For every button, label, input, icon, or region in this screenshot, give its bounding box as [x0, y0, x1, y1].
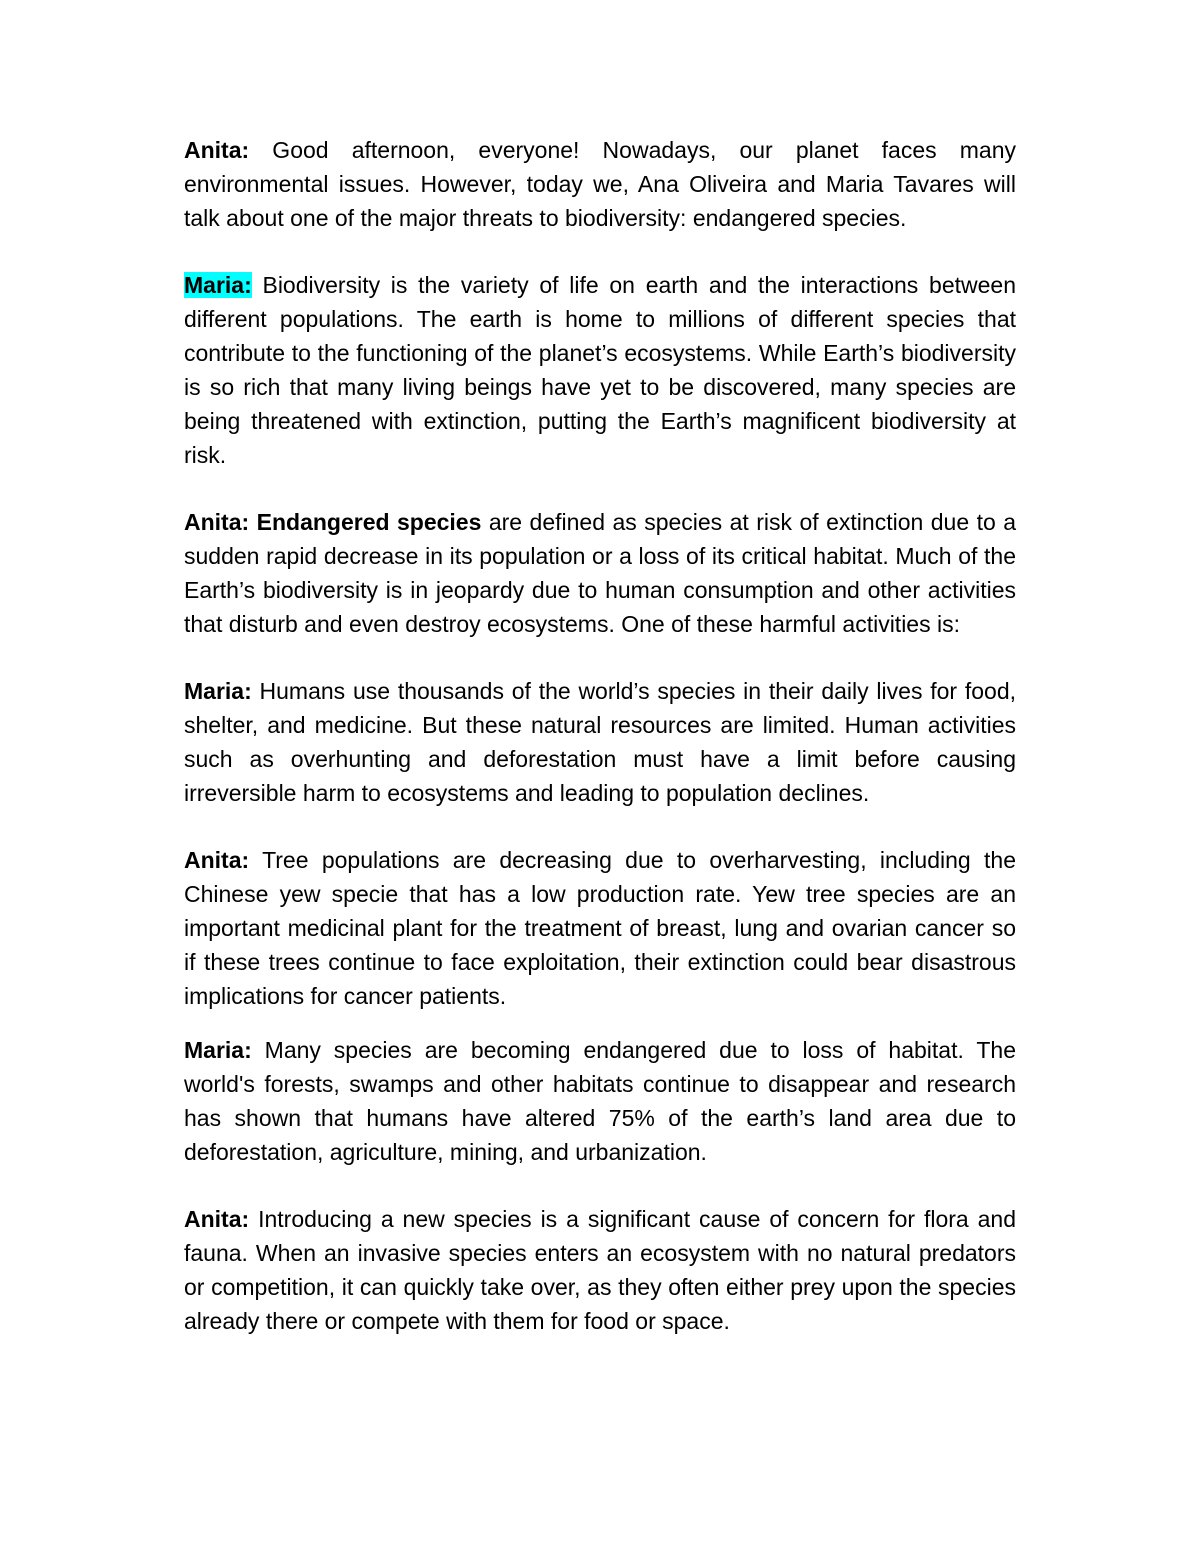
paragraph-anita-trees	[184, 843, 1016, 1013]
paragraph-maria-resources	[184, 674, 1016, 810]
document-page	[184, 133, 1016, 1371]
paragraph-text: Many species are becoming endangered due to loss of habitat. The world's forests, swamps and other habitats continue to disappear and research has shown that humans have altered 75% of the earth’s land area due to deforestation, agriculture, mining, and urbanization.	[184, 1037, 1016, 1165]
speaker-label-highlighted: Maria:	[184, 272, 252, 298]
speaker-label: Maria:	[184, 1037, 252, 1063]
paragraph-text: Introducing a new species is a significant cause of concern for flora and fauna. When an invasive species enters an ecosystem with no natural predators or competition, it can quickly take over, as they often either prey upon the species already there or compete with them for food or space.	[184, 1206, 1016, 1334]
speaker-label: Anita:	[184, 509, 250, 535]
speaker-label: Anita:	[184, 137, 250, 163]
paragraph-text: are defined as species at risk of extinction due to a sudden rapid decrease in its population or a loss of its critical habitat. Much of the Earth’s biodiversity is in jeopardy due to human consumption and other activities that disturb and even destroy ecosystems. One of these harmful activities is:	[184, 509, 1016, 637]
paragraph-text: Biodiversity is the variety of life on earth and the interactions between different populations. The earth is home to millions of different species that contribute to the functioning of the planet’s ecosystems. While Earth’s biodiversity is so rich that many living beings have yet to be discovered, many species are being threatened with extinction, putting the Earth’s magnificent biodiversity at risk.	[184, 272, 1016, 468]
paragraph-maria-biodiversity	[184, 268, 1016, 472]
paragraph-anita-endangered	[184, 505, 1016, 641]
speaker-label: Maria:	[184, 678, 252, 704]
paragraph-text: Tree populations are decreasing due to overharvesting, including the Chinese yew specie that has a low production rate. Yew tree species are an important medicinal plant for the treatment of breast, lung and ovarian cancer so if these trees continue to face exploitation, their extinction could bear disastrous implications for cancer patients.	[184, 847, 1016, 1009]
paragraph-anita-invasive	[184, 1202, 1016, 1338]
paragraph-anita-intro	[184, 133, 1016, 235]
paragraph-text: Good afternoon, everyone! Nowadays, our planet faces many environmental issues. However, today we, Ana Oliveira and Maria Tavares will talk about one of the major threats to biodiversity: endangered species.	[184, 137, 1016, 231]
term-endangered-species: Endangered species	[249, 509, 482, 535]
paragraph-text: Humans use thousands of the world’s species in their daily lives for food, shelter, and medicine. But these natural resources are limited. Human activities such as overhunting and deforestation must have a limit before causing irreversible harm to ecosystems and leading to population declines.	[184, 678, 1016, 806]
speaker-label: Anita:	[184, 1206, 250, 1232]
paragraph-maria-habitat	[184, 1033, 1016, 1169]
speaker-label: Anita:	[184, 847, 250, 873]
